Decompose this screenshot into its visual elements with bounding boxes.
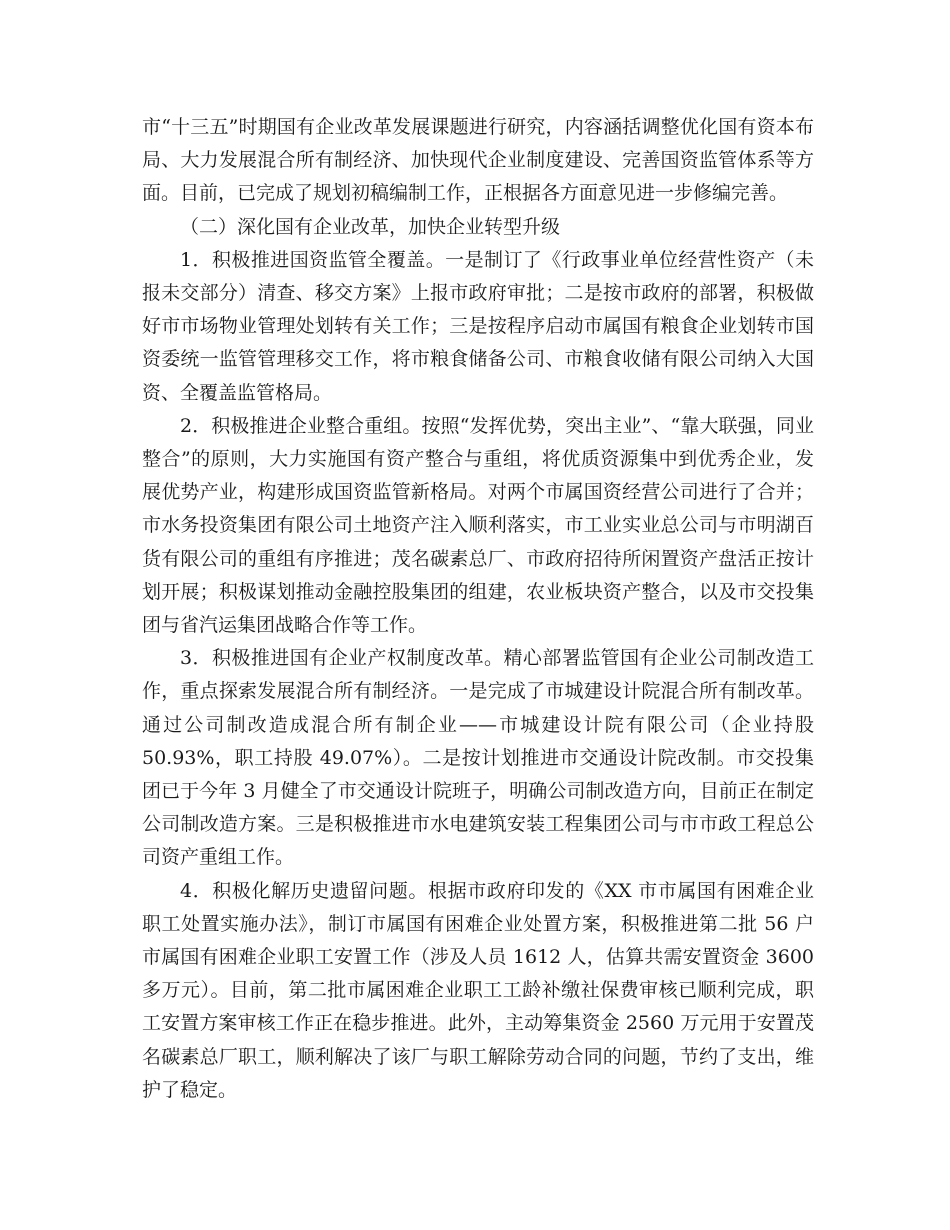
paragraph-item-3: 3．积极推进国有企业产权制度改革。精心部署监管国有企业公司制改造工作，重点探索发展混合所有制经济。一是完成了市城建设计院混合所有制改革。通过公司制改造成混合所有制企业——市城建设计院有限公司（企业持股 50.93%，职工持股 49.07%）。二是按计划推进市交通设计院改制。市交投集团已于今年 3 月健全了市交通设计院班子，明确公司制改造方向，目前正在制定公司制改造方案。三是积极推进市水电建筑安装工程集团公司与市市政工程总公司资产重组工作。 (142, 647, 814, 869)
paragraph-intro: 市“十三五”时期国有企业改革发展课题进行研究，内容涵括调整优化国有资本布局、大力发展混合所有制经济、加快现代企业制度建设、完善国资监管体系等方面。目前，已完成了规划初稿编制工作，正根据各方面意见进一步修编完善。 (142, 116, 814, 205)
section-heading: （二）深化国有企业改革，加快企业转型升级 (180, 215, 561, 238)
paragraph-item-1: 1．积极推进国资监管全覆盖。一是制订了《行政事业单位经营性资产（未报未交部分）清查、移交方案》上报市政府审批；二是按市政府的部署，积极做好市市场物业管理处划转有关工作；三是按程序启动市属国有粮食企业划转市国资委统一监管管理移交工作，将市粮食储备公司、市粮食收储有限公司纳入大国资、全覆盖监管格局。 (142, 248, 814, 404)
document-body (142, 111, 814, 1107)
paragraph-item-4: 4．积极化解历史遗留问题。根据市政府印发的《XX 市市属国有困难企业职工处置实施办法》，制订市属国有困难企业处置方案，积极推进第二批 56 户市属国有困难企业职工安置工作（涉及人员 1612 人，估算共需安置资金 3600 多万元）。目前，第二批市属困难企业职工工龄补缴社保费审核已顺利完成，职工安置方案审核工作正在稳步推进。此外，主动筹集资金 2560 万元用于安置茂名碳素总厂职工，顺利解决了该厂与职工解除劳动合同的问题，节约了支出，维护了稳定。 (142, 879, 814, 1101)
paragraph-item-2: 2．积极推进企业整合重组。按照“发挥优势，突出主业”、“靠大联强，同业整合”的原则，大力实施国有资产整合与重组，将优质资源集中到优秀企业，发展优势产业，构建形成国资监管新格局。对两个市属国资经营公司进行了合并；市水务投资集团有限公司土地资产注入顺利落实，市工业实业总公司与市明湖百货有限公司的重组有序推进；茂名碳素总厂、市政府招待所闲置资产盘活正按计划开展；积极谋划推动金融控股集团的组建，农业板块资产整合，以及市交投集团与省汽运集团战略合作等工作。 (142, 414, 814, 637)
